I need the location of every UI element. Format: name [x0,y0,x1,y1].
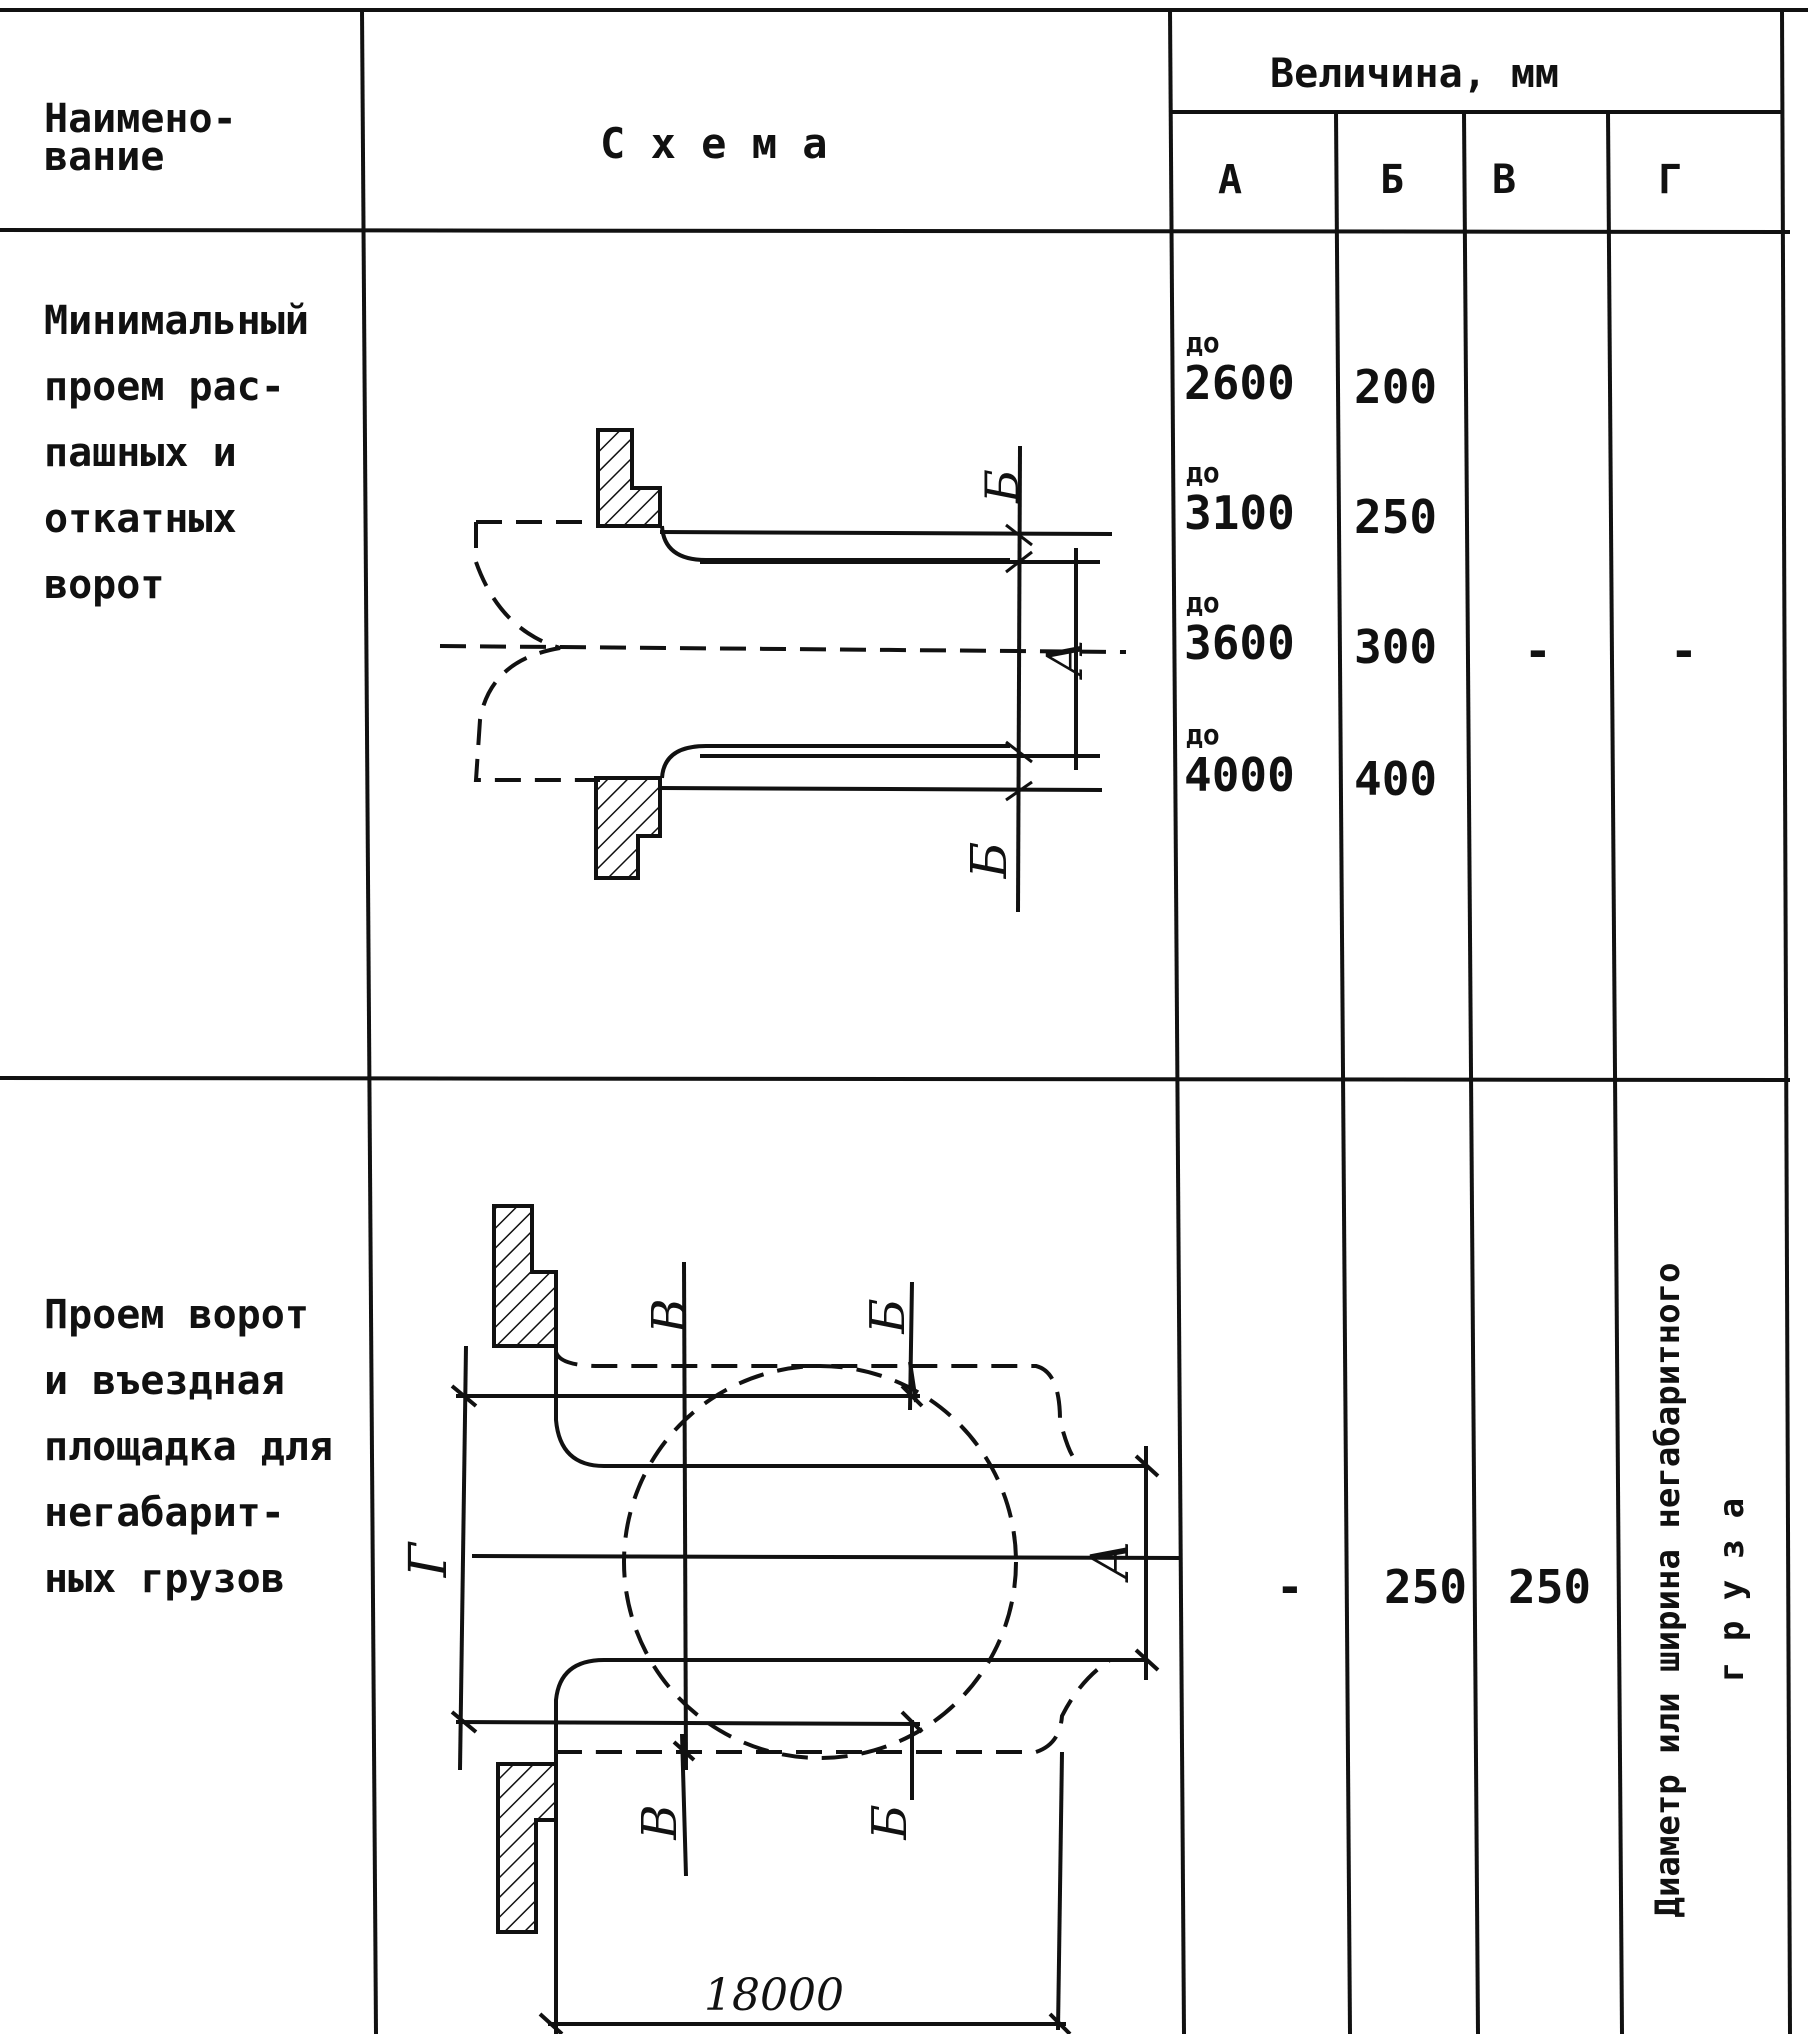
row1-a-value-1: 2600 [1184,356,1295,410]
row1-g-value: - [1670,624,1698,678]
row1-b-value-4: 400 [1354,752,1438,806]
row2-label-v-top: В [642,1298,698,1334]
header-col-g: Г [1658,157,1683,203]
header-col-v: В [1492,157,1517,203]
row1-b-value-2: 250 [1354,490,1438,544]
row1-label-a: А [1036,639,1094,677]
row1-a-prefix-4: до [1186,718,1220,751]
row1-name: Минимальный проем рас- пашных и откатных ворот [44,298,309,608]
header-col-a: А [1218,157,1243,203]
wall2-bottom-hatch [498,1764,556,1932]
row2-label-b-bottom: Б [862,1804,918,1840]
header-value-group: Величина, мм [1270,51,1559,97]
row1-a-prefix-1: до [1186,326,1220,359]
row2-g-text: Диаметр или ширина негабаритного г р у з а [1648,1262,1752,1918]
row2-a-value: - [1276,1560,1304,1614]
row1-label-b-top: Б [975,469,1029,503]
row2-name: Проем ворот и въездная площадка для негабарит- ных грузов [44,1292,333,1602]
header-col-b: Б [1380,157,1405,203]
row2-b-value: 250 [1384,1560,1468,1614]
header-name: Наимено- вание [44,96,237,180]
row1-label-b-bottom: Б [960,841,1018,879]
row2-label-width: 18000 [704,1970,844,2021]
row2-v-value: 250 [1508,1560,1592,1614]
row1-a-value-2: 3100 [1184,486,1295,540]
row2-label-g: Г [399,1542,459,1578]
row2-label-v-bottom: В [632,1804,688,1840]
row1-v-value: - [1524,624,1552,678]
row1-b-value-3: 300 [1354,620,1438,674]
wall2-top-hatch [494,1206,556,1346]
row1-a-value-4: 4000 [1184,748,1295,802]
row2-label-b-top: Б [860,1298,916,1334]
row1-a-prefix-2: до [1186,456,1220,489]
row2-label-a: А [1081,1540,1141,1580]
header-scheme: С х е м а [600,119,828,168]
row1-b-value-1: 200 [1354,360,1438,414]
row1-a-prefix-3: до [1186,586,1220,619]
row1-a-value-3: 3600 [1184,616,1295,670]
